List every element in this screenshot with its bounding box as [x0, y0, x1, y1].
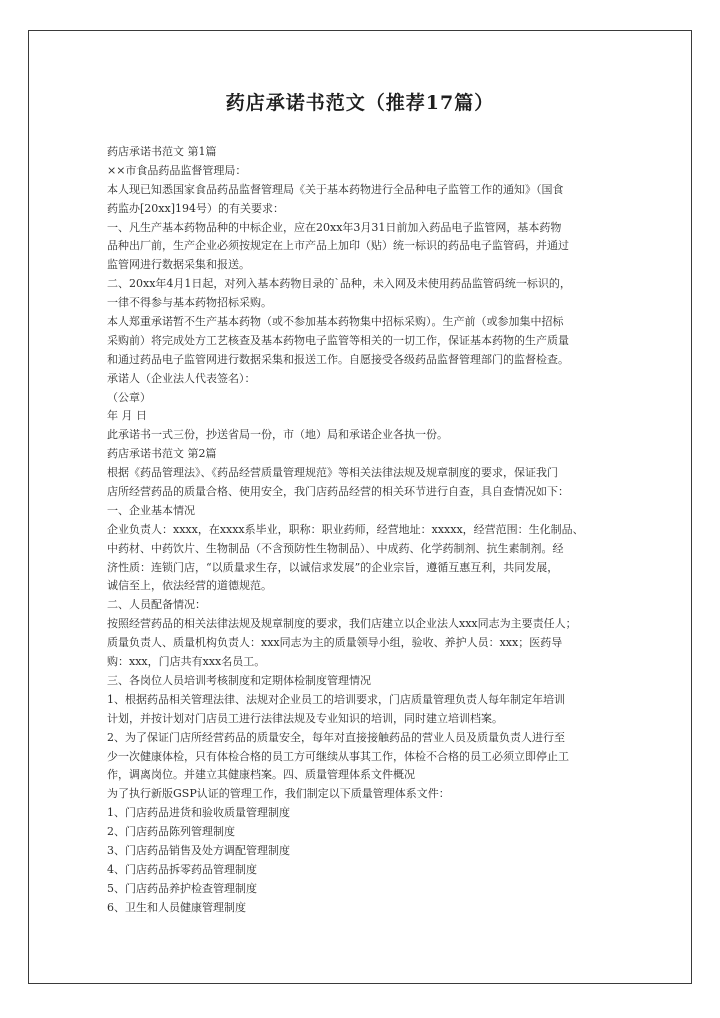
text-line: 中药材、中药饮片、生物制品（不含预防性生物制品）、中成药、化学药制剂、抗生素制剂。经: [107, 541, 564, 555]
text-line: 药店承诺书范文 第1篇: [107, 145, 217, 158]
text-line: 3、门店药品销售及处方调配管理制度: [107, 843, 290, 857]
text-line: 根据《药品管理法》、《药品经营质量管理规范》等相关法律法规及规章制度的要求，保证我门: [107, 466, 558, 480]
text-line: 2、门店药品陈列管理制度: [107, 825, 235, 839]
text-line: 一、凡生产基本药物品种的中标企业，应在20xx年3月31日前加入药品电子监管网，基本药物: [107, 220, 562, 234]
text-line: 店所经营药品的质量合格、使用安全，我门店药品经营的相关环节进行自查，具自查情况如下：: [107, 485, 569, 499]
text-line: 企业负责人：xxxx，在xxxx系毕业，职称：职业药师，经营地址：xxxxx，经营范围：生化制品、: [107, 522, 584, 536]
text-line: 作，调离岗位。并建立其健康档案。四、质量管理体系文件概况: [107, 768, 415, 782]
text-line: 诚信至上，依法经营的道德规范。: [107, 579, 272, 593]
text-line: 承诺人（企业法人代表签名）：: [107, 371, 256, 385]
text-line: 本人现已知悉国家食品药品监督管理局《关于基本药物进行全品种电子监管工作的通知》（国食: [107, 182, 564, 196]
text-line: （公章）: [107, 390, 151, 404]
text-line: 药店承诺书范文 第2篇: [107, 447, 217, 461]
text-line: 1、门店药品进货和验收质量管理制度: [107, 806, 290, 820]
text-line: 购：xxx，门店共有xxx名员工。: [107, 655, 266, 669]
text-line: 少一次健康体检，只有体检合格的员工方可继续从事其工作，体检不合格的员工必须立即停止工: [107, 749, 569, 763]
text-line: 6、卫生和人员健康管理制度: [107, 900, 246, 914]
text-line: 年 月 日: [107, 409, 147, 423]
text-line: ××市食品药品监督管理局：: [107, 163, 247, 177]
text-line: 二、20xx年4月1日起，对列入基本药物目录的`品种，未入网及未使用药品监管码统一标识的，: [107, 277, 571, 291]
text-line: 监管网进行数据采集和报送。: [107, 258, 250, 272]
text-line: 品种出厂前，生产企业必须按规定在上市产品上加印（贴）统一标识的药品电子监管码，并通过: [107, 239, 569, 253]
text-line: 质量负责人、质量机构负责人：xxx同志为主的质量领导小组，验收、养护人员：xxx；医药导: [107, 636, 563, 650]
text-line: 济性质：连锁门店，“以质量求生存，以诚信求发展”的企业宗旨，遵循互惠互利，共同发展，: [107, 560, 559, 574]
document-title: 药店承诺书范文（推荐17篇）: [225, 92, 495, 114]
text-line: 一律不得参与基本药物招标采购。: [107, 296, 272, 310]
document-body: [107, 143, 627, 918]
text-line: 采购前）将完成处方工艺核查及基本药物电子监管等相关的一切工作，保证基本药物的生产质量: [107, 333, 569, 347]
text-line: 按照经营药品的相关法律法规及规章制度的要求，我们店建立以企业法人xxx同志为主要责任人；: [107, 617, 577, 631]
text-line: 和通过药品电子监管网进行数据采集和报送工作。自愿接受各级药品监督管理部门的监督检查。: [107, 352, 569, 366]
text-line: 2、为了保证门店所经营药品的质量安全，每年对直接接触药品的营业人员及质量负责人进行至: [107, 730, 565, 744]
text-line: 一、企业基本情况: [107, 503, 195, 517]
text-line: 为了执行新版GSP认证的管理工作，我们制定以下质量管理体系文件：: [107, 787, 450, 801]
text-line: 本人郑重承诺暂不生产基本药物（或不参加基本药物集中招标采购）。生产前（或参加集中招标: [107, 315, 564, 329]
text-line: 计划，并按计划对门店员工进行法律法规及专业知识的培训，同时建立培训档案。: [107, 711, 503, 725]
text-line: 5、门店药品养护检查管理制度: [107, 881, 257, 895]
text-line: 药监办[20xx]194号）的有关要求：: [107, 201, 284, 215]
text-line: 此承诺书一式三份，抄送省局一份，市（地）局和承诺企业各执一份。: [107, 428, 448, 442]
text-line: 二、人员配备情况：: [107, 598, 206, 612]
text-line: 4、门店药品拆零药品管理制度: [107, 862, 257, 876]
text-line: 1、根据药品相关管理法律、法规对企业员工的培训要求，门店质量管理负责人每年制定年培训: [107, 692, 565, 706]
text-line: 三、各岗位人员培训考核制度和定期体检制度管理情况: [107, 673, 371, 687]
